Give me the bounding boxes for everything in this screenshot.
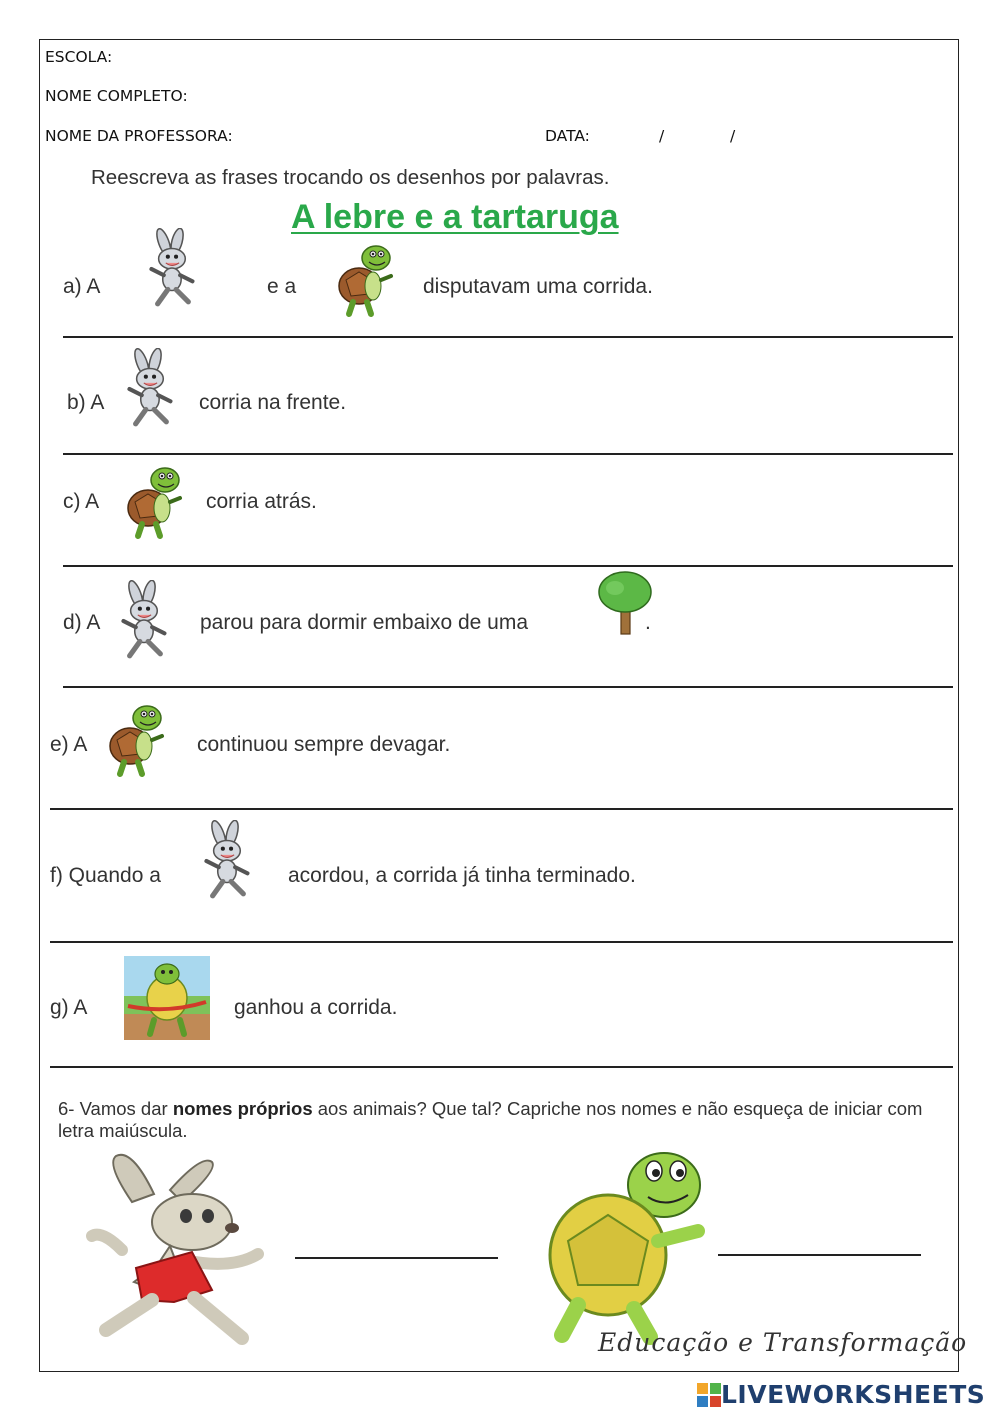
school-label: ESCOLA:	[45, 48, 113, 66]
turtle-icon	[331, 240, 401, 320]
answer-line-g[interactable]	[50, 1066, 953, 1068]
item-b-label: b) A	[67, 391, 105, 414]
item-a-text: disputavam uma corrida.	[423, 275, 653, 298]
instruction: Reescreva as frases trocando os desenhos por palavras.	[91, 166, 610, 189]
answer-line-d[interactable]	[63, 686, 953, 688]
item-g-text: ganhou a corrida.	[234, 996, 398, 1019]
answer-line-f[interactable]	[50, 941, 953, 943]
item-e-label: e) A	[50, 733, 88, 756]
item-d-period: .	[645, 611, 651, 634]
answer-line-b[interactable]	[63, 453, 953, 455]
brand-logo	[697, 1380, 985, 1409]
teacher-name-label: NOME DA PROFESSORA:	[45, 127, 233, 145]
date-label: DATA:	[545, 127, 590, 145]
item-c-text: corria atrás.	[206, 490, 317, 513]
turtle-icon	[102, 700, 172, 780]
item-f-text: acordou, a corrida já tinha terminado.	[288, 864, 636, 887]
liveworksheets-logo-icon	[697, 1383, 721, 1407]
rabbit-icon	[195, 820, 263, 902]
rabbit-icon	[140, 228, 208, 310]
item-a-mid: e a	[267, 275, 297, 298]
full-name-label: NOME COMPLETO:	[45, 87, 188, 105]
worksheet-title: A lebre e a tartaruga	[291, 198, 619, 236]
item-d-label: d) A	[63, 611, 101, 634]
brand-name: LIVEWORKSHEETS	[721, 1380, 986, 1409]
item-c-label: c) A	[63, 490, 100, 513]
date-slash-2: /	[730, 127, 736, 145]
answer-line-e[interactable]	[50, 808, 953, 810]
signature-watermark: Educação e Transformação	[598, 1328, 968, 1357]
answer-line-c[interactable]	[63, 565, 953, 567]
item-a-label: a) A	[63, 275, 101, 298]
rabbit-name-line[interactable]	[295, 1257, 498, 1259]
turtle-running-illustration	[538, 1145, 718, 1345]
answer-line-a[interactable]	[63, 336, 953, 338]
date-slash-1: /	[659, 127, 665, 145]
rabbit-icon	[118, 348, 186, 430]
winning-turtle-icon	[124, 956, 210, 1040]
turtle-name-line[interactable]	[718, 1254, 921, 1256]
rabbit-running-illustration	[62, 1150, 267, 1350]
item-f-label: f) Quando a	[50, 864, 161, 887]
turtle-icon	[120, 462, 190, 542]
item-e-text: continuou sempre devagar.	[197, 733, 451, 756]
item-d-text: parou para dormir embaixo de uma	[200, 611, 529, 634]
item-b-text: corria na frente.	[199, 391, 347, 414]
rabbit-icon	[112, 580, 180, 662]
question-6-text: 6- Vamos dar nomes próprios aos animais? Que tal? Capriche nos nomes e não esqueça de iniciar com letra maiúscula.	[58, 1098, 923, 1141]
item-g-label: g) A	[50, 996, 88, 1019]
